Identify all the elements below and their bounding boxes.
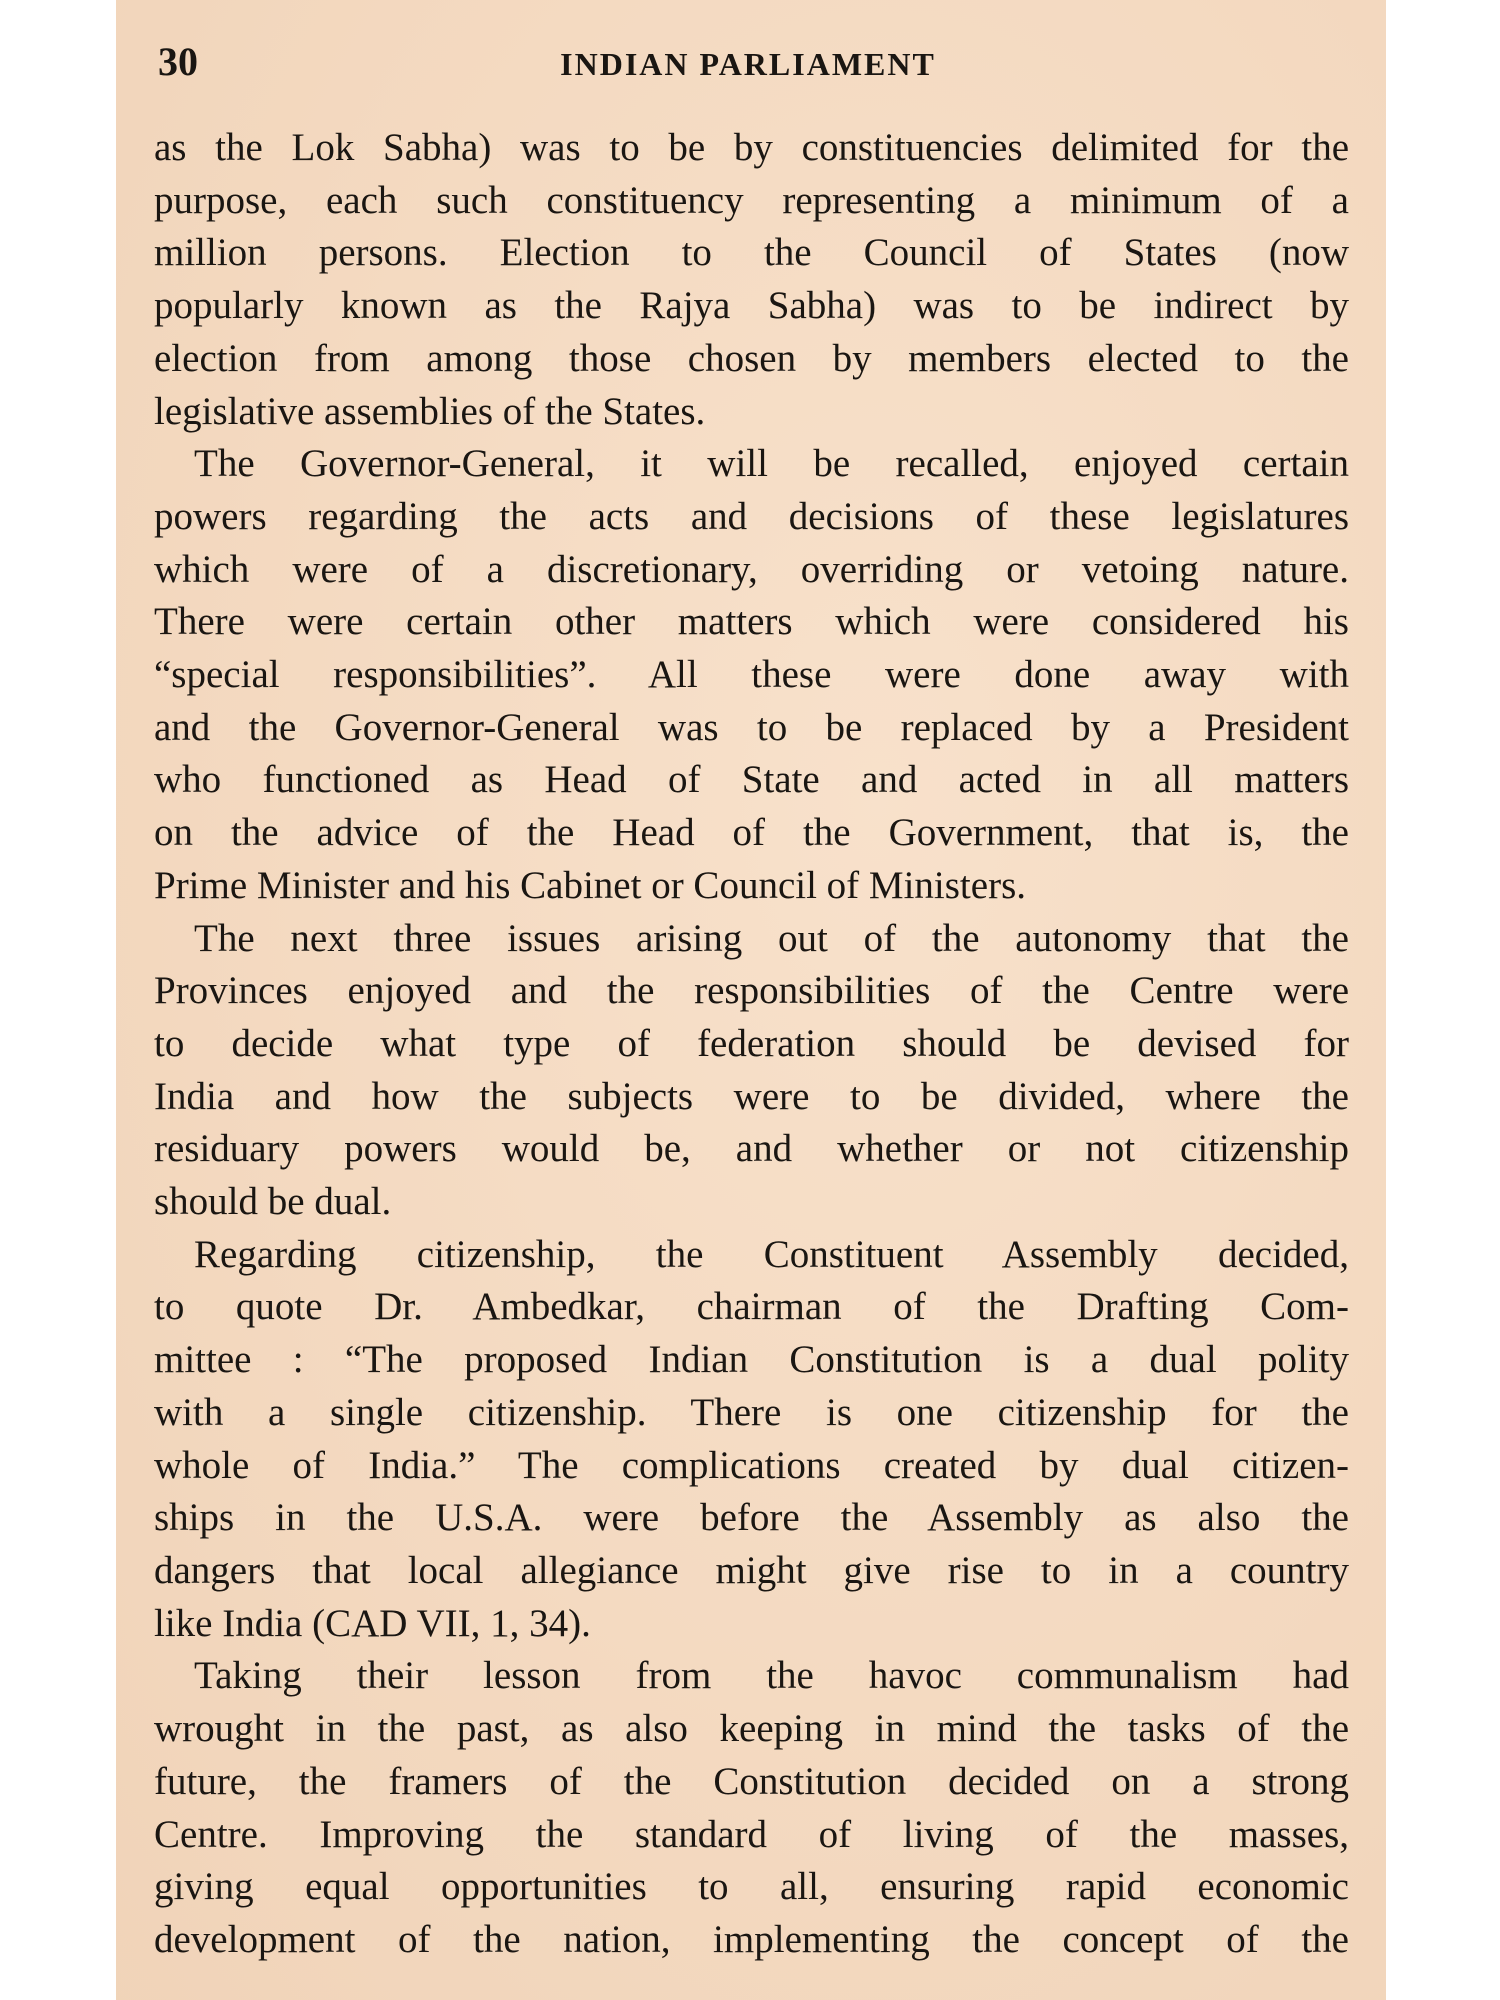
text-line: to quote Dr. Ambedkar, chairman of the Drafting Com-: [154, 1285, 1349, 1329]
text-line: with a single citizenship. There is one citizenship for the: [154, 1390, 1349, 1434]
page-body: [154, 122, 1349, 1967]
text-line: million persons. Election to the Council of States (now: [154, 231, 1349, 275]
text-line: like India (CAD VII, 1, 34).: [154, 1601, 591, 1645]
text-line: Provinces enjoyed and the responsibilities of the Centre were: [154, 969, 1349, 1013]
page-header: [158, 38, 1338, 98]
text-line: to decide what type of federation should be devised for: [154, 1021, 1349, 1065]
text-line: wrought in the past, as also keeping in mind the tasks of the: [154, 1707, 1349, 1751]
text-line: whole of India.” The complications created by dual citizen-: [154, 1443, 1349, 1487]
text-line: “special responsibilities”. All these were done away with: [154, 653, 1349, 697]
text-line: Regarding citizenship, the Constituent Assembly decided,: [194, 1232, 1349, 1276]
text-line: development of the nation, implementing the concept of the: [154, 1917, 1349, 1961]
text-line: giving equal opportunities to all, ensuring rapid economic: [154, 1865, 1349, 1909]
text-line: legislative assemblies of the States.: [154, 389, 706, 433]
text-line: powers regarding the acts and decisions of these legislatures: [154, 494, 1349, 538]
text-line: Prime Minister and his Cabinet or Council of Ministers.: [154, 863, 1026, 907]
text-line: which were of a discretionary, overriding or vetoing nature.: [154, 547, 1349, 591]
text-line: should be dual.: [154, 1180, 392, 1224]
text-line: dangers that local allegiance might give rise to in a country: [154, 1548, 1349, 1592]
text-line: There were certain other matters which were considered his: [154, 600, 1349, 644]
paragraph-5: [154, 1650, 1349, 1966]
page-number: 30: [158, 39, 198, 84]
text-line: who functioned as Head of State and acted in all matters: [154, 758, 1349, 802]
text-line: mittee : “The proposed Indian Constitution is a dual polity: [154, 1338, 1349, 1382]
text-line: India and how the subjects were to be divided, where the: [154, 1074, 1349, 1118]
text-line: on the advice of the Head of the Government, that is, the: [154, 811, 1349, 855]
book-page: [116, 0, 1386, 2000]
text-line: future, the framers of the Constitution decided on a strong: [154, 1759, 1349, 1803]
running-title: INDIAN PARLIAMENT: [560, 46, 936, 82]
text-line: and the Governor-General was to be replaced by a President: [154, 705, 1349, 749]
text-line: as the Lok Sabha) was to be by constituencies delimited for the: [154, 126, 1349, 169]
text-line: election from among those chosen by members elected to the: [154, 336, 1349, 380]
text-line: popularly known as the Rajya Sabha) was to be indirect by: [154, 284, 1349, 328]
paragraph-1: [154, 122, 1349, 438]
paragraph-2: [154, 438, 1349, 912]
text-line: Taking their lesson from the havoc communalism had: [194, 1654, 1349, 1698]
text-line: residuary powers would be, and whether or not citizenship: [154, 1127, 1349, 1171]
text-line: The next three issues arising out of the autonomy that the: [194, 916, 1349, 960]
text-line: ships in the U.S.A. were before the Assembly as also the: [154, 1496, 1349, 1540]
text-line: purpose, each such constituency representing a minimum of a: [154, 178, 1349, 222]
paragraph-4: [154, 1229, 1349, 1651]
text-line: Centre. Improving the standard of living of the masses,: [154, 1812, 1349, 1856]
text-line: The Governor-General, it will be recalled, enjoyed certain: [194, 442, 1349, 486]
paragraph-3: [154, 913, 1349, 1229]
